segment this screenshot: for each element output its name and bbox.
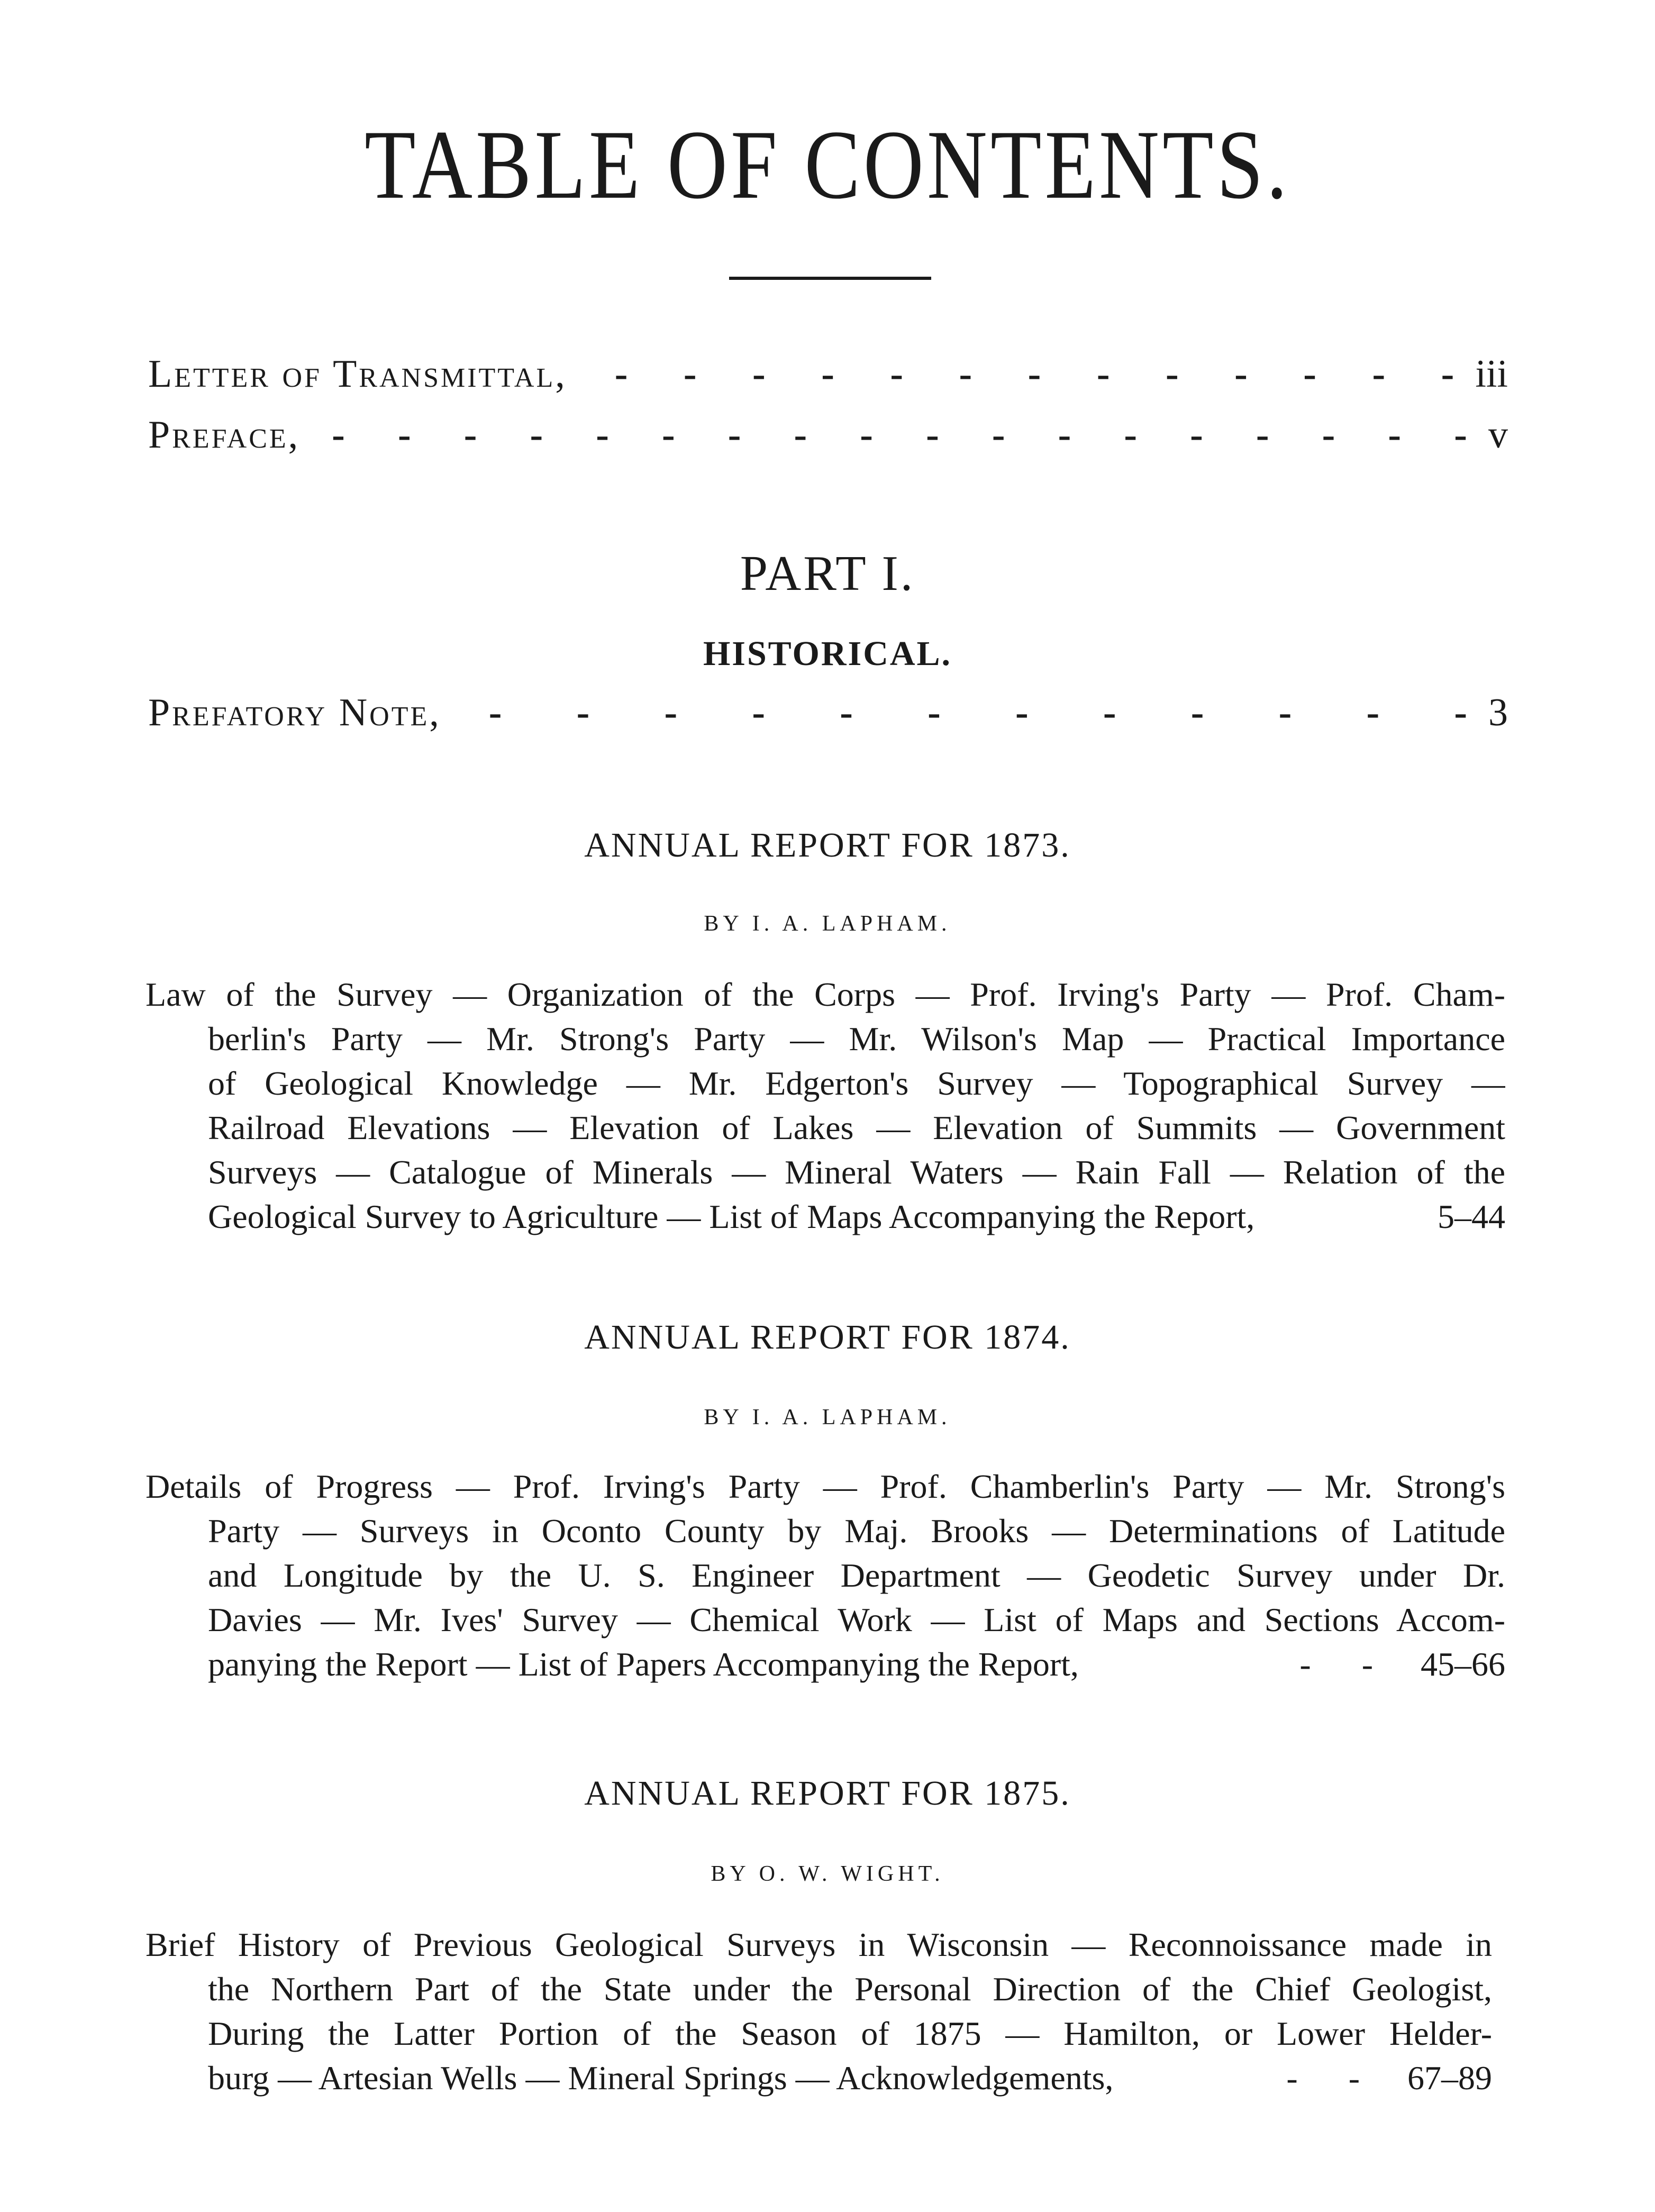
dot-leaders: - - (1299, 1645, 1373, 1683)
contents-line: Law of the Survey — Organization of the Corps — Prof. Irving's Party — Prof. Cham- (146, 976, 1505, 1013)
report-title-1875: ANNUAL REPORT FOR 1875. (584, 1774, 1071, 1813)
contents-line: Details of Progress — Prof. Irving's Party — Prof. Chamberlin's Party — Mr. Strong's (146, 1468, 1505, 1505)
page-range: 67–89 (1407, 2059, 1492, 2097)
report-contents-1873[interactable] (146, 972, 1505, 1239)
page-title: TABLE OF CONTENTS. (365, 110, 1290, 220)
contents-line: Davies — Mr. Ives' Survey — Chemical Work — List of Maps and Sections Accom- (208, 1601, 1505, 1638)
toc-entry-label: Prefatory Note, (148, 691, 441, 734)
dot-leaders: - - - - - - - - - - - - - (614, 352, 1454, 396)
part-subtitle: HISTORICAL. (703, 634, 952, 673)
contents-line-last (146, 1195, 1505, 1239)
toc-entry-letter-of-transmittal[interactable] (148, 352, 1508, 405)
report-byline-1874: BY I. A. LAPHAM. (704, 1405, 951, 1430)
contents-line-last (146, 2056, 1492, 2100)
title-rule (729, 277, 931, 280)
contents-line: panying the Report — List of Papers Accompanying the Report, (208, 1645, 1079, 1683)
toc-entry-page: 3 (1488, 691, 1508, 734)
contents-line: Geological Survey to Agriculture — List of Maps Accompanying the Report, (208, 1198, 1255, 1235)
contents-line-last (146, 1642, 1505, 1687)
report-title-1874: ANNUAL REPORT FOR 1874. (584, 1318, 1071, 1357)
dot-leaders: - - - - - - - - - - - - (488, 691, 1467, 734)
toc-entry-preface[interactable] (148, 413, 1508, 466)
report-byline-1873: BY I. A. LAPHAM. (704, 912, 951, 936)
dot-leaders: - - - - - - - - - - - - - - - - - - (332, 413, 1467, 457)
toc-entry-prefatory-note[interactable] (148, 690, 1508, 743)
contents-line: Surveys — Catalogue of Minerals — Mineral Waters — Rain Fall — Relation of the (208, 1153, 1505, 1191)
contents-line: the Northern Part of the State under the Personal Direction of the Chief Geologist, (208, 1970, 1492, 2008)
toc-entry-label: Preface, (148, 413, 301, 457)
toc-entry-page: v (1488, 413, 1508, 457)
report-title-1873: ANNUAL REPORT FOR 1873. (584, 826, 1071, 864)
contents-line: burg — Artesian Wells — Mineral Springs — Acknowledgements, (208, 2059, 1114, 2097)
contents-line: Railroad Elevations — Elevation of Lakes — Elevation of Summits — Government (208, 1109, 1505, 1146)
contents-line: Party — Surveys in Oconto County by Maj. Brooks — Determinations of Latitude (208, 1512, 1505, 1550)
page-range: 45–66 (1421, 1645, 1505, 1683)
contents-line: and Longitude by the U. S. Engineer Department — Geodetic Survey under Dr. (208, 1556, 1505, 1594)
report-contents-1875[interactable] (146, 1923, 1492, 2100)
part-title: PART I. (740, 546, 915, 601)
contents-line: berlin's Party — Mr. Strong's Party — Mr. Wilson's Map — Practical Importance (208, 1020, 1505, 1058)
contents-line: Brief History of Previous Geological Surveys in Wisconsin — Reconnoissance made in (146, 1926, 1492, 1963)
contents-line: During the Latter Portion of the Season of 1875 — Hamilton, or Lower Helder- (208, 2015, 1492, 2052)
contents-line: of Geological Knowledge — Mr. Edgerton's Survey — Topographical Survey — (208, 1064, 1505, 1102)
dot-leaders: - - (1286, 2059, 1360, 2097)
toc-entry-page: iii (1475, 352, 1508, 396)
report-contents-1874[interactable] (146, 1464, 1505, 1687)
report-byline-1875: BY O. W. WIGHT. (711, 1862, 944, 1886)
page-range: 5–44 (1438, 1198, 1505, 1235)
toc-entry-label: Letter of Transmittal, (148, 352, 567, 396)
